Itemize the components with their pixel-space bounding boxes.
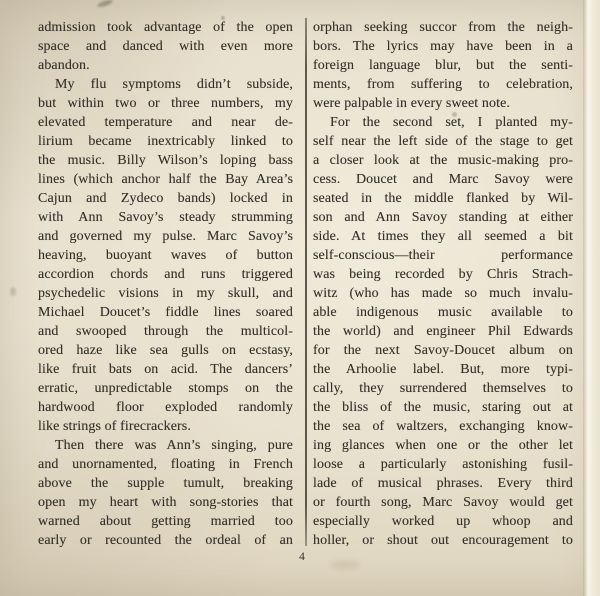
text-line: the sea of waltzers, exchanging know-: [313, 419, 573, 434]
text-line: cally, they surrendered themselves to: [313, 381, 573, 396]
text-line: lade of musical phrases. Every third: [313, 476, 573, 491]
text-line: like strings of firecrackers.: [38, 419, 191, 434]
text-line: orphan seeking succor from the neigh-: [313, 20, 573, 35]
text-line: ments, from suffering to celebration,: [313, 77, 573, 92]
text-line: admission took advantage of the open: [38, 20, 293, 35]
page-number: 4: [299, 551, 305, 563]
text-line: cess. Doucet and Marc Savoy were: [313, 172, 573, 187]
text-line: holler, or shout out encouragement to: [313, 533, 573, 548]
text-line: the bliss of the music, staring out at: [313, 400, 573, 415]
text-line: like fruit bats on acid. The dancers’: [38, 362, 293, 377]
text-line: witz (who has made so much invalu-: [313, 286, 573, 301]
text-line: self-conscious—their performance: [313, 248, 573, 263]
text-column-right: [313, 18, 573, 550]
text-line: foreign language blur, but the senti-: [313, 58, 573, 73]
text-line: the music. Billy Wilson’s loping bass: [38, 153, 293, 168]
text-line: a closer look at the music-making pro-: [313, 153, 573, 168]
text-line: Michael Doucet’s fiddle lines soared: [38, 305, 293, 320]
text-line: self near the left side of the stage to get: [313, 134, 573, 149]
text-line: was being recorded by Chris Strach-: [313, 267, 573, 282]
text-line: for the next Savoy-Doucet album on: [313, 343, 573, 358]
text-line: ored haze like sea gulls on ecstasy,: [38, 343, 293, 358]
text-line: lirium became inextricably linked to: [38, 134, 293, 149]
text-line: able indigenous music available to: [313, 305, 573, 320]
text-line: early or recounted the ordeal of an: [38, 533, 293, 548]
text-line: space and danced with even more: [38, 39, 293, 54]
text-line: heaving, buoyant waves of button: [38, 248, 293, 263]
text-line: psychedelic visions in my skull, and: [38, 286, 293, 301]
page-edge-highlight: [583, 0, 600, 596]
text-line: Cajun and Zydeco bands) locked in: [38, 191, 293, 206]
text-line: and governed my pulse. Marc Savoy’s: [38, 229, 293, 244]
text-line: loose a particularly astonishing fusil-: [313, 457, 573, 472]
text-line: abandon.: [38, 58, 90, 73]
text-line: the Arhoolie label. But, more typi-: [313, 362, 573, 377]
text-line: bors. The lyrics may have been in a: [313, 39, 573, 54]
text-line: or fourth song, Marc Savoy would get: [313, 495, 573, 510]
text-line: elevated temperature and near de-: [38, 115, 293, 130]
column-divider-rule: [305, 18, 307, 546]
text-line: son and Ann Savoy standing at either: [313, 210, 573, 225]
scan-speck: [10, 287, 16, 296]
text-line: open my heart with song-stories that: [38, 495, 293, 510]
text-line: with Ann Savoy’s steady strumming: [38, 210, 293, 225]
text-line: My flu symptoms didn’t subside,: [55, 77, 293, 92]
text-line: Then there was Ann’s singing, pure: [55, 438, 293, 453]
text-line: above the supple tumult, breaking: [38, 476, 293, 491]
text-line: lines (which anchor half the Bay Area’s: [38, 172, 293, 187]
text-line: but within two or three numbers, my: [38, 96, 293, 111]
text-line: warned about getting married too: [38, 514, 293, 529]
text-line: and swooped through the multicol-: [38, 324, 293, 339]
text-line: hardwood floor exploded randomly: [38, 400, 293, 415]
text-line: the world) and engineer Phil Edwards: [313, 324, 573, 339]
text-column-left: [38, 18, 293, 550]
text-line: and unornamented, floating in French: [38, 457, 293, 472]
text-line: especially worked up whoop and: [313, 514, 573, 529]
text-line: For the second set, I planted my-: [330, 115, 573, 130]
text-line: ing glances when one or the other let: [313, 438, 573, 453]
text-line: erratic, unpredictable stomps on the: [38, 381, 293, 396]
text-line: were palpable in every sweet note.: [313, 96, 510, 111]
text-line: side. At times they all seemed a bit: [313, 229, 573, 244]
scan-smudge: [97, 0, 114, 8]
text-line: accordion chords and runs triggered: [38, 267, 293, 282]
scan-light-spot: [330, 560, 360, 570]
text-line: seated in the middle flanked by Wil-: [313, 191, 573, 206]
